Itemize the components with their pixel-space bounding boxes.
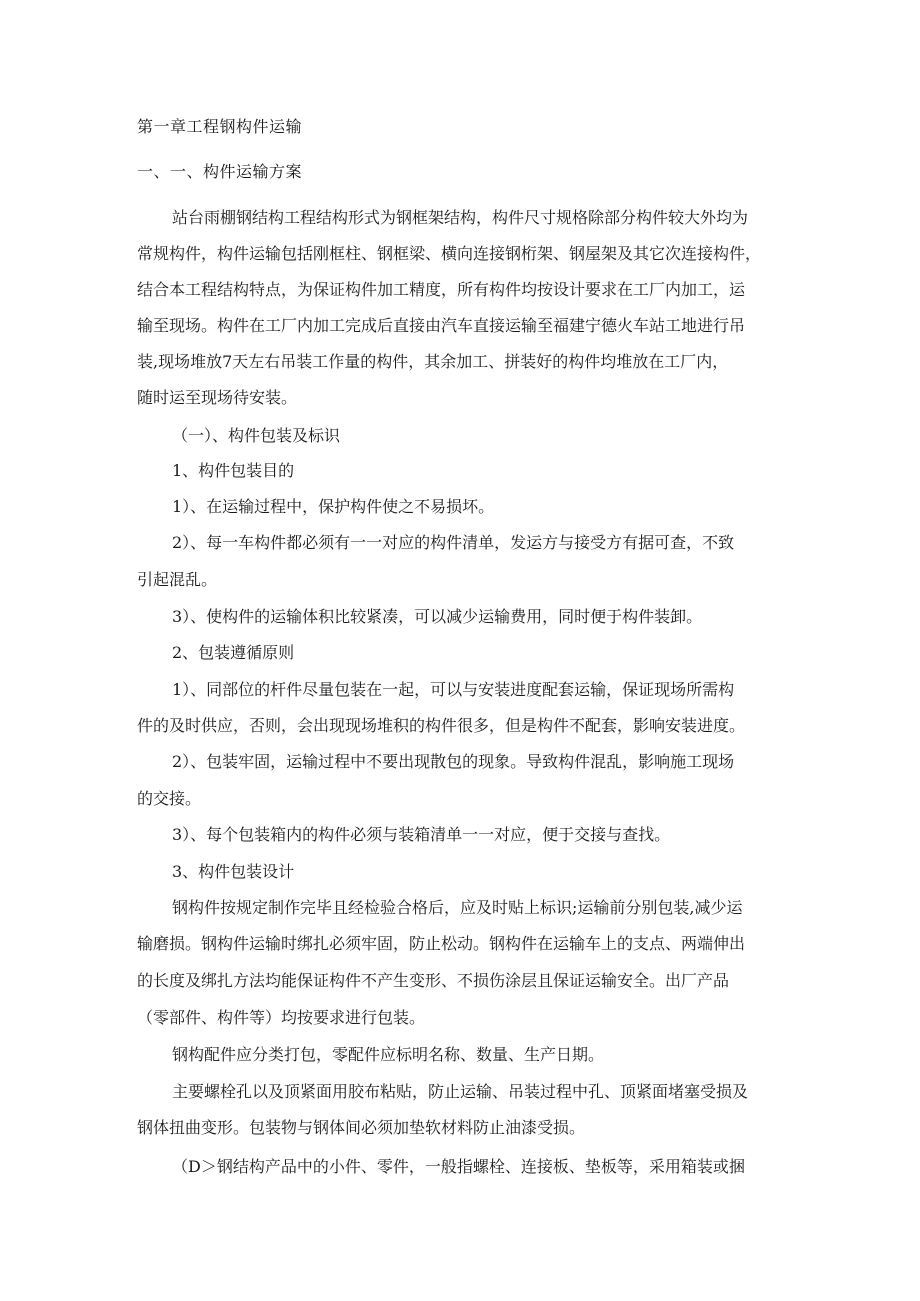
paragraph: （零部件、构件等）均按要求进行包装。 — [137, 1008, 426, 1027]
subsection-title: （一）、构件包装及标识 — [172, 426, 341, 445]
paragraph: 1）、同部位的杆件尽量包装在一起，可以与安装进度配套运输，保证现场所需构 — [172, 680, 735, 699]
intro-line: 站台雨棚钢结构工程结构形式为钢框架结构，构件尺寸规格除部分构件较大外均为 — [172, 208, 749, 227]
paragraph: 钢构件按规定制作完毕且经检验合格后，应及时贴上标识;运输前分别包装,减少运 — [172, 898, 743, 917]
intro-line: 随时运至现场待安装。 — [137, 388, 298, 407]
paragraph: 件的及时供应，否则，会出现现场堆积的构件很多，但是构件不配套，影响安装进度。 — [137, 716, 746, 735]
intro-line: 装,现场堆放7天左右吊装工作量的构件，其余加工、拼装好的构件均堆放在工厂内， — [137, 352, 729, 371]
paragraph: 主要螺栓孔以及顶紧面用胶布粘贴，防止运输、吊装过程中孔、顶紧面堵塞受损及 — [172, 1082, 749, 1101]
paragraph: 2）、包装牢固，运输过程中不要出现散包的现象。导致构件混乱，影响施工现场 — [172, 752, 735, 771]
paragraph: 3）、每个包装箱内的构件必须与装箱清单一一对应，便于交接与查找。 — [172, 825, 671, 844]
intro-line: 结合本工程结构特点，为保证构件加工精度，所有构件均按设计要求在工厂内加工，运 — [137, 280, 746, 299]
paragraph: 输磨损。钢构件运输时绑扎必须牢固，防止松动。钢构件在运输车上的支点、两端伸出 — [137, 934, 746, 953]
item-title: 1、构件包装目的 — [172, 461, 295, 480]
paragraph: 的长度及绑扎方法均能保证构件不产生变形、不损伤涂层且保证运输安全。出厂产品 — [137, 971, 730, 990]
paragraph: 钢构配件应分类打包，零配件应标明名称、数量、生产日期。 — [172, 1045, 605, 1064]
item-title: 3、构件包装设计 — [172, 862, 295, 881]
paragraph: 2）、每一车构件都必须有一一对应的构件清单，发运方与接受方有据可查，不致 — [172, 533, 735, 552]
paragraph: 3）、使构件的运输体积比较紧凑，可以减少运输费用，同时便于构件装卸。 — [172, 607, 703, 626]
section-title: 一、一、构件运输方案 — [137, 162, 303, 181]
paragraph: （D＞钢结构产品中的小件、零件，一般指螺栓、连接板、垫板等，采用箱装或捆 — [172, 1157, 745, 1176]
chapter-title: 第一章工程钢构件运输 — [137, 117, 303, 136]
intro-line: 常规构件，构件运输包括刚框柱、钢框梁、横向连接钢桁架、钢屋架及其它次连接构件， — [137, 244, 762, 263]
item-title: 2、包装遵循原则 — [172, 643, 295, 662]
paragraph: 引起混乱。 — [137, 570, 218, 589]
paragraph: 的交接。 — [137, 789, 202, 808]
paragraph: 1）、在运输过程中，保护构件使之不易损坏。 — [172, 497, 495, 516]
intro-line: 输至现场。构件在工厂内加工完成后直接由汽车直接运输至福建宁德火车站工地进行吊 — [137, 316, 746, 335]
paragraph: 钢体扭曲变形。包装物与钢体间必须加垫软材料防止油漆受损。 — [137, 1118, 586, 1137]
